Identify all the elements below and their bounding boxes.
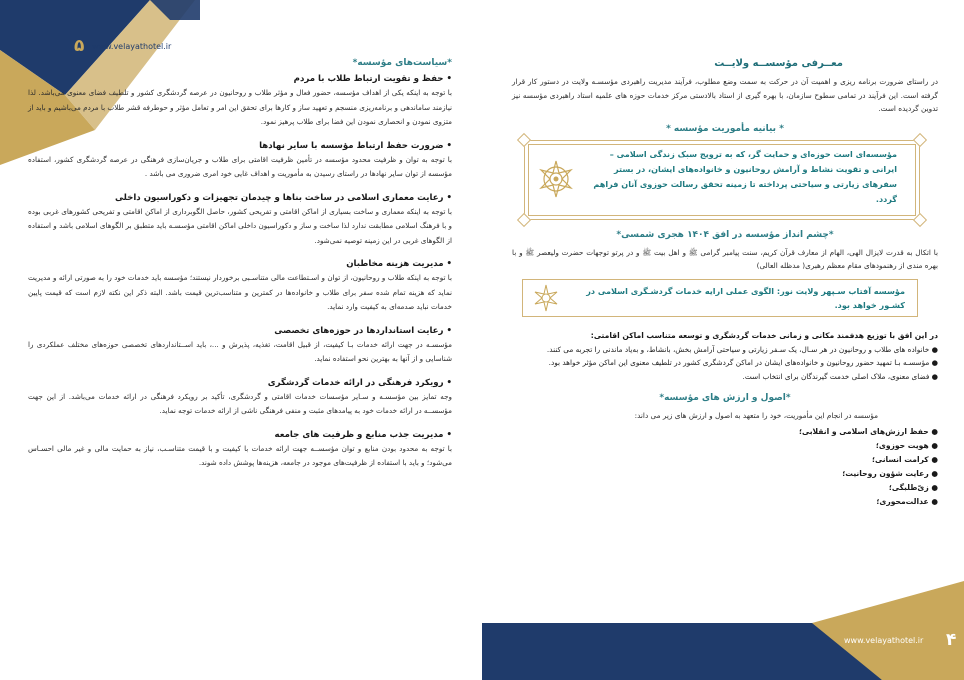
value-item: ● هویت حوزوی؛ <box>875 440 938 450</box>
policy-item <box>28 430 452 471</box>
vision-heading: *چشم انداز مؤسسه در افق ۱۴۰۴ هجری شمسی* <box>616 229 834 240</box>
policy-body: وجه تمایز بین مؤسسـه و سـایر مؤسسات خدمات اقامتی و گردشگری، تأکید بر رویکرد فرهنگی در ارائه خدمات می‌باشد. از این جهت مؤسســه در ارائه خدمات خود به پیامدهای مثبت و منفی فرهنگی ناشی از ارائه خدمات توجه نماید. <box>28 391 452 415</box>
rosette-ornament-icon <box>531 283 561 313</box>
policy-item <box>28 74 452 130</box>
policy-body: مؤسسـه در جهت ارائه خدمات بـا کیفیت، از قبیل اقامت، تغذیه، پذیرش و ...، باید اســتانداردهای تخصصی حوزه‌های مختلف عملکردی را شناسایی و از آنها به بهترین نحو استفاده نماید. <box>28 339 452 363</box>
mission-heading: * بیانیه مأموریت مؤسسه * <box>666 123 784 134</box>
policy-title: • رعایت استانداردها در حوزه‌های تخصصی <box>274 325 452 336</box>
mission-box <box>524 140 920 220</box>
bullet-dot-icon: ● <box>928 482 938 492</box>
policy-body: با توجه به محدود بودن منابع و توان مؤسســه جهت ارائه خدمات با کیفیت و با قیمت متناسـب، نیاز به حمایت مالی و غیر مالی احسـاس می‌شود؛ و باید با استفاده از ظرفیت‌های موجود در جامعه، هزینه‌ها پوشش داده شوند. <box>28 443 452 467</box>
value-item: ● زیّ‌طلبگی؛ <box>888 482 938 492</box>
policy-title: • حفظ و تقویت ارتباط طلاب با مردم <box>293 74 452 84</box>
mission-statement: مؤسسه‌ای است حوزه‌ای و حمایت گر، که به ترویج سبک زندگی اسلامی – ایرانی و تقویت نشاط و آرامش روحانیون و خانواده‌های ایشان، در بستر سفرهای زیارتی و سیاحتی پرداخته تا زمینه تحقق رسالت حوزوی آنان فراهم گردد. <box>593 148 897 204</box>
vision-box <box>522 279 918 317</box>
bullet-dot-icon: ● <box>928 426 938 436</box>
policies-column <box>28 58 452 482</box>
value-item: ● رعایت شؤون روحانیت؛ <box>842 468 938 478</box>
intro-column <box>512 58 938 509</box>
bullet-dot-icon: ● <box>928 454 938 464</box>
value-item: ● حفظ ارزش‌های اسلامی و انقلابی؛ <box>798 426 938 436</box>
policy-body: با توجه به توان و ظرفیت محدود مؤسسه در تأمین ظرفیت اقامتی برای طلاب و جریان‌سازی فرهنگی در عرصه گردشگری کشور، استفاده مؤسسه از توان سایر نهادها در راستای رسیدن به مأموریت و اهداف غایی خود امری ضروری می باشد . <box>28 154 452 178</box>
bullet-dot-icon: ● <box>928 496 938 506</box>
right-corner-decoration <box>482 575 964 680</box>
values-heading: *اصول و ارزش های مؤسسه* <box>659 393 791 404</box>
website-url: www.velayathotel.ir <box>844 636 924 645</box>
vision-bullet: ● فضای معنوی، ملاک اصلی خدمت گیرندگان برای انتخاب است. <box>742 371 938 381</box>
policy-title: • رویکرد فرهنگی در ارائه خدمات گردشگری <box>267 377 452 388</box>
right-page <box>482 0 964 680</box>
vision-statement: مؤسسه آفتاب سـپهر ولایت نور: الگوی عملی ارایه خدمات گردشـگری اسلامی در کشـور خواهد بود. <box>586 285 905 310</box>
policy-body: با توجه به اینکه یکی از اهداف مؤسسه، حضور فعال و مؤثر طلاب و روحانیون در عرصه گردشگری کشور و تلطیف فضای معنوی می‌باشد. لذا نیازمند ساماندهی و برنامه‌ریزی منسجم و تعهید ساز و کارها برای تحقق این امر و تعامل مؤثر و حوطرفه قشر طلاب با مردم می‌باشیم و باید از متزوی نمودن و انحصاری نمودن این فضا برای طلاب پرهیز نمود. <box>28 88 452 126</box>
policy-item <box>28 141 452 182</box>
bullet-dot-icon: ● <box>929 371 938 381</box>
vision-bullet: ● خانواده های طلاب و روحانیون در هر سـال، یک سـفر زیارتی و سیاحتی آرامش بخش، بانشاط، و به‌یاد ماندنی را تجربه می کنند. <box>546 344 938 354</box>
bullet-dot-icon: ● <box>928 440 938 450</box>
policy-item <box>28 259 452 315</box>
page-number: ۵ <box>74 36 85 56</box>
policy-body: با توجه به اینکه طلاب و روحانیون، از توان و اسـتطاعت مالی متناسـبی برخوردار نیستند؛ مؤسسه باید خدمات خود را به صورتی ارائه و مدیریت نماید که هزینه تمام شده سفر برای طلاب و خانواده‌ها در کمترین و متناسب‌ترین قیمت باشد. البته ذکر این نکته لازم است که قیمت پایین خدمات نباید صدمه‌ای به کیفیت وارد نماید. <box>28 273 452 311</box>
policy-body: با توجه به اینکه معماری و ساخت بسیاری از اماکن اقامتی و تفریحی کشور، حاصل الگوبرداری از اماکن اقامتی و تفریحی کشورهای غربی بوده و با فرهنگ اسلامی مطابقت ندارد لذا ساخت و ساز و دکوراسیون داخلی اماکن اقامتی مؤسسـه باید متطبق بر الگوهای اسلامی باشد و استفاده از الگوهای غربی در این زمینه توصیه نمی‌شود. <box>28 206 452 245</box>
page-number: ۴ <box>946 630 957 650</box>
policy-item <box>28 193 452 249</box>
policy-title: • مدیریت جذب منابع و ظرفیت های جامعه <box>274 429 452 440</box>
vision-bullet: ● مؤسسـه بـا تمهید حضور روحانیون و خانواده‌های ایشان در اماکن گردشگری کشور در تلطیف معنوی این اماکن مؤثر خواهد بود. <box>548 358 938 368</box>
policy-title: • مدیریت هزینه مخاطبان <box>346 259 452 269</box>
intro-paragraph: در راستای ضرورت برنامه ریزی و اهمیت آن در حرکت به سمت وضع مطلوب، فرآیند مدیریت راهبردی مؤسسـه ولایت در دستور کار قرار گرفته است. این فرآیند در تمامی سطوح سازمان، با بهره گیری از استاد بالادستی مرکز خدمات حوزه های علمیه استاد راهبردی مؤسسه نیز تدوین گردیده است. <box>512 77 938 113</box>
bullet-dot-icon: ● <box>929 358 938 368</box>
value-item: ● کرامت انسانی؛ <box>871 454 938 464</box>
bullet-dot-icon: ● <box>929 344 938 354</box>
vision-lead: در این افق با توزیع هدفمند مکانی و زمانی خدمات گردشگری و توسعه متناسب اماکن اقامتی: <box>590 330 938 340</box>
policy-title: • ضرورت حفظ ارتباط مؤسسه با سایر نهادها <box>259 140 452 151</box>
rosette-ornament-icon <box>535 158 577 200</box>
policies-heading: *سیاست‌های مؤسسه* <box>352 58 452 68</box>
page-title: معــرفی مؤسســه ولایــت <box>714 58 843 69</box>
website-url: www.velayathotel.ir <box>92 42 172 51</box>
policy-item <box>28 326 452 367</box>
values-intro: مؤسسه در انجام این مأموریت، خود را متعهد به اصول و ارزش های زیر می داند: <box>634 411 878 421</box>
value-item: ● عدالت‌محوری؛ <box>876 496 938 506</box>
vision-intro: با اتکال به قدرت لایزال الهی، الهام از معارف قرآن کریم، سنت پیامبر گرامی ﷺ و اهل بیت ﷺ و در پرتو توجهات حضرت ولیعصر ﷺ و با بهره مندی از رهنمودهای مقام معظم رهبری( مدظله العالی) <box>512 247 938 270</box>
policy-title: • رعایت معماری اسلامی در ساخت بناها و چیدمان تجهیزات و دکوراسیون داخلی <box>114 192 452 203</box>
bullet-dot-icon: ● <box>928 468 938 478</box>
policy-item <box>28 378 452 419</box>
